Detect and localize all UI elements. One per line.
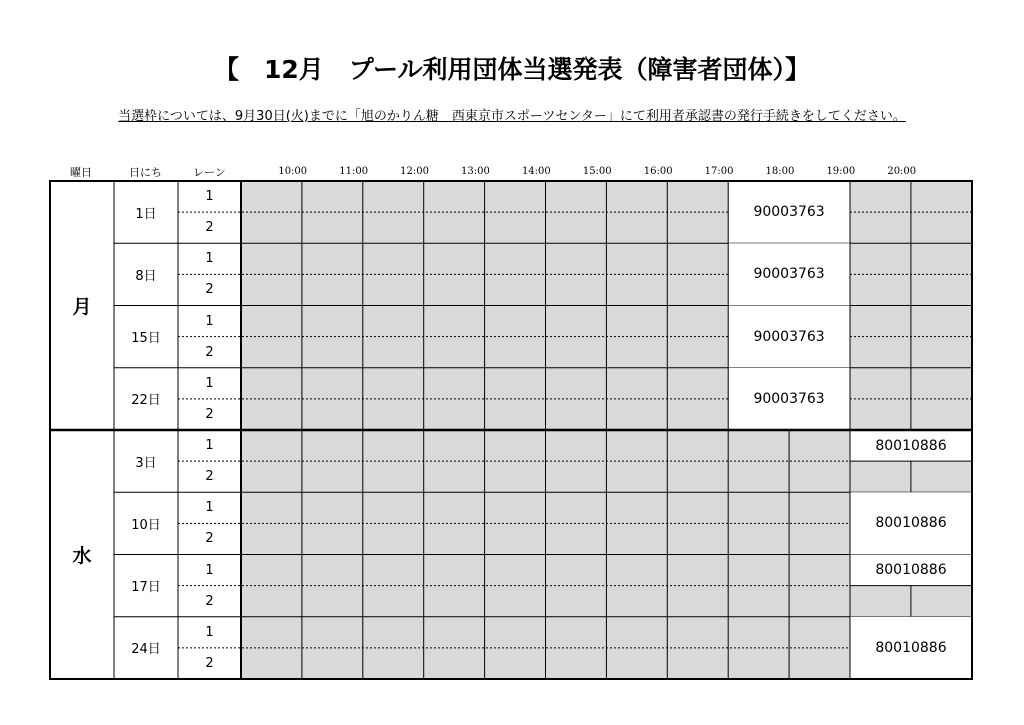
weekday-label: 月 (72, 296, 92, 318)
page-title: 【 12月 プール利用団体当選発表（障害者団体）】 (213, 55, 811, 84)
header-weekday: 曜日 (70, 166, 92, 179)
time-label: 10:00 (278, 166, 308, 177)
time-label: 20:00 (887, 166, 917, 177)
lane-number: 1 (205, 251, 214, 267)
date-cell: 17日 (131, 580, 161, 596)
lane-number: 1 (205, 562, 214, 578)
notice-text: 当選枠については、9月30日(火)までに「旭のかりん糖 西東京市スポーツセンター」にて利用者承認書の発行手続きをしてください。 (118, 109, 906, 124)
date-cell: 3日 (135, 455, 157, 471)
group-code: 90003763 (753, 390, 825, 407)
lane-number: 2 (205, 655, 214, 671)
lane-number: 1 (205, 375, 214, 391)
weekday-label: 水 (72, 545, 92, 567)
time-label: 18:00 (765, 166, 795, 177)
group-code: 80010886 (875, 639, 947, 656)
date-cell: 15日 (131, 331, 161, 347)
group-code: 90003763 (753, 266, 825, 283)
lane-number: 1 (205, 438, 214, 454)
time-label: 15:00 (582, 166, 612, 177)
lane-number: 1 (205, 624, 214, 640)
time-label: 17:00 (704, 166, 734, 177)
date-cell: 8日 (135, 268, 157, 284)
group-code: 80010886 (875, 437, 947, 454)
date-cell: 22日 (131, 393, 161, 409)
lane-number: 1 (205, 500, 214, 516)
group-code: 80010886 (875, 515, 947, 532)
lane-number: 2 (205, 531, 214, 547)
lane-number: 2 (205, 220, 214, 236)
time-label: 16:00 (643, 166, 673, 177)
time-label: 12:00 (400, 166, 429, 177)
group-code: 90003763 (753, 204, 825, 221)
lane-number: 2 (205, 282, 214, 298)
lane-number: 1 (205, 313, 214, 329)
time-label: 19:00 (826, 166, 856, 177)
date-cell: 24日 (131, 642, 161, 658)
date-cell: 10日 (131, 517, 161, 533)
time-label: 14:00 (521, 166, 551, 177)
group-code: 90003763 (753, 328, 825, 345)
header-lane: レーン (193, 166, 226, 179)
time-label: 11:00 (339, 166, 369, 177)
lane-number: 2 (205, 406, 214, 422)
lane-number: 2 (205, 469, 214, 485)
lane-number: 2 (205, 344, 214, 360)
lane-number: 2 (205, 593, 214, 609)
header-date: 日にち (129, 166, 162, 179)
time-label: 13:00 (461, 166, 490, 177)
group-code: 80010886 (875, 562, 947, 579)
lane-number: 1 (205, 189, 214, 205)
date-cell: 1日 (135, 206, 157, 222)
